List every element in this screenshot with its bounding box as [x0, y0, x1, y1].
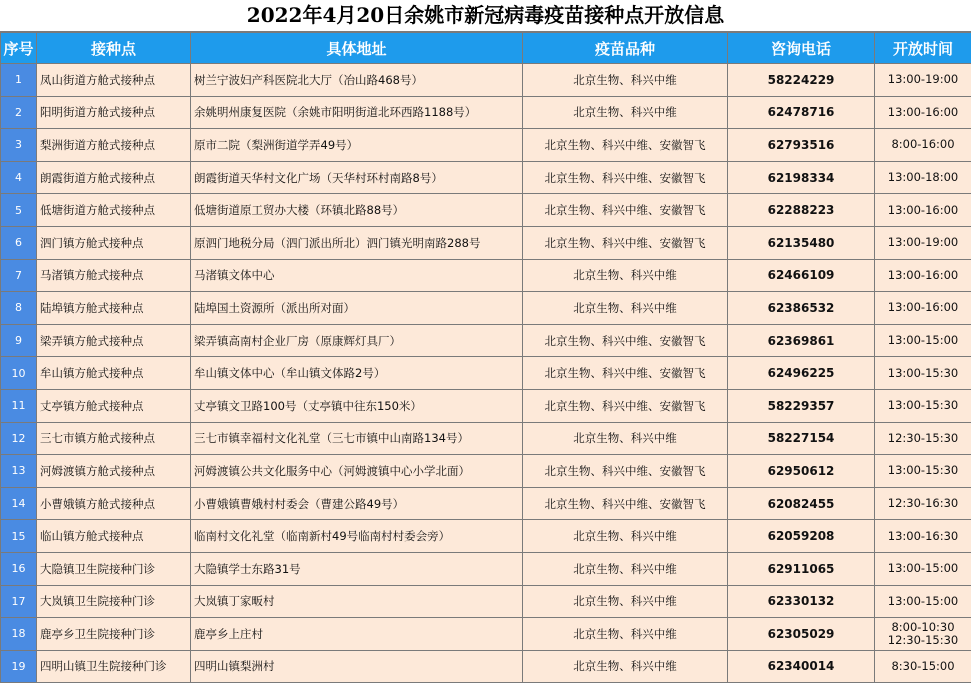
cell-address: 丈亭镇文卫路100号（丈亭镇中往东150米） — [191, 389, 523, 422]
cell-address: 临南村文化礼堂（临南新村49号临南村村委会旁） — [191, 520, 523, 553]
cell-no: 4 — [1, 161, 37, 194]
cell-hours: 13:00-15:30 — [875, 455, 971, 488]
cell-no: 11 — [1, 389, 37, 422]
cell-phone: 62793516 — [728, 129, 875, 162]
cell-hours: 13:00-18:00 — [875, 161, 971, 194]
header-hours: 开放时间 — [875, 33, 971, 64]
table-row — [1, 389, 971, 422]
cell-hours: 13:00-15:00 — [875, 324, 971, 357]
cell-no: 9 — [1, 324, 37, 357]
cell-address: 河姆渡镇公共文化服务中心（河姆渡镇中心小学北面） — [191, 455, 523, 488]
cell-hours: 13:00-16:00 — [875, 194, 971, 227]
cell-site: 丈亭镇方舱式接种点 — [37, 389, 191, 422]
cell-site: 四明山镇卫生院接种门诊 — [37, 650, 191, 683]
cell-vaccine: 北京生物、科兴中维、安徽智飞 — [523, 161, 728, 194]
cell-vaccine: 北京生物、科兴中维、安徽智飞 — [523, 324, 728, 357]
cell-vaccine: 北京生物、科兴中维 — [523, 422, 728, 455]
cell-vaccine: 北京生物、科兴中维、安徽智飞 — [523, 194, 728, 227]
table-row — [1, 194, 971, 227]
cell-site: 陆埠镇方舱式接种点 — [37, 292, 191, 325]
cell-site: 凤山街道方舱式接种点 — [37, 64, 191, 97]
cell-no: 13 — [1, 455, 37, 488]
cell-vaccine: 北京生物、科兴中维 — [523, 64, 728, 97]
table-row — [1, 618, 971, 651]
cell-address: 大岚镇丁家畈村 — [191, 585, 523, 618]
cell-site: 小曹娥镇方舱式接种点 — [37, 487, 191, 520]
cell-vaccine: 北京生物、科兴中维 — [523, 585, 728, 618]
cell-vaccine: 北京生物、科兴中维、安徽智飞 — [523, 226, 728, 259]
table-row — [1, 96, 971, 129]
table-body — [1, 64, 971, 683]
cell-phone: 62059208 — [728, 520, 875, 553]
table-row — [1, 226, 971, 259]
table-header-row — [1, 33, 971, 64]
cell-site: 阳明街道方舱式接种点 — [37, 96, 191, 129]
cell-site: 梁弄镇方舱式接种点 — [37, 324, 191, 357]
cell-phone: 62288223 — [728, 194, 875, 227]
cell-phone: 62466109 — [728, 259, 875, 292]
header-address: 具体地址 — [191, 33, 523, 64]
cell-address: 大隐镇学士东路31号 — [191, 552, 523, 585]
cell-address: 树兰宁波妇产科医院北大厅（冶山路468号） — [191, 64, 523, 97]
cell-no: 3 — [1, 129, 37, 162]
cell-address: 牟山镇文体中心（牟山镇文体路2号） — [191, 357, 523, 390]
table-row — [1, 650, 971, 683]
cell-hours: 8:00-16:00 — [875, 129, 971, 162]
cell-phone: 58227154 — [728, 422, 875, 455]
cell-site: 牟山镇方舱式接种点 — [37, 357, 191, 390]
cell-vaccine: 北京生物、科兴中维 — [523, 618, 728, 651]
cell-phone: 62950612 — [728, 455, 875, 488]
vaccination-sites-table — [0, 32, 971, 683]
cell-phone: 62082455 — [728, 487, 875, 520]
cell-no: 16 — [1, 552, 37, 585]
cell-site: 朗霞街道方舱式接种点 — [37, 161, 191, 194]
cell-site: 临山镇方舱式接种点 — [37, 520, 191, 553]
cell-site: 马渚镇方舱式接种点 — [37, 259, 191, 292]
cell-phone: 62478716 — [728, 96, 875, 129]
table-row — [1, 520, 971, 553]
table-row — [1, 259, 971, 292]
table-row — [1, 455, 971, 488]
header-vaccine: 疫苗品种 — [523, 33, 728, 64]
cell-phone: 58224229 — [728, 64, 875, 97]
cell-hours: 12:30-15:30 — [875, 422, 971, 455]
cell-no: 17 — [1, 585, 37, 618]
cell-address: 梁弄镇高南村企业厂房（原康辉灯具厂） — [191, 324, 523, 357]
cell-site: 三七市镇方舱式接种点 — [37, 422, 191, 455]
table-row — [1, 487, 971, 520]
table-row — [1, 64, 971, 97]
cell-no: 15 — [1, 520, 37, 553]
cell-address: 低塘街道原工贸办大楼（环镇北路88号） — [191, 194, 523, 227]
cell-address: 马渚镇文体中心 — [191, 259, 523, 292]
table-row — [1, 552, 971, 585]
cell-address: 鹿亭乡上庄村 — [191, 618, 523, 651]
cell-vaccine: 北京生物、科兴中维 — [523, 650, 728, 683]
cell-vaccine: 北京生物、科兴中维 — [523, 96, 728, 129]
cell-no: 7 — [1, 259, 37, 292]
cell-address: 朗霞街道天华村文化广场（天华村环村南路8号） — [191, 161, 523, 194]
cell-no: 5 — [1, 194, 37, 227]
cell-site: 梨洲街道方舱式接种点 — [37, 129, 191, 162]
cell-phone: 62330132 — [728, 585, 875, 618]
cell-site: 泗门镇方舱式接种点 — [37, 226, 191, 259]
cell-no: 10 — [1, 357, 37, 390]
table-row — [1, 161, 971, 194]
cell-no: 12 — [1, 422, 37, 455]
cell-vaccine: 北京生物、科兴中维、安徽智飞 — [523, 455, 728, 488]
table-row — [1, 292, 971, 325]
cell-vaccine: 北京生物、科兴中维 — [523, 259, 728, 292]
cell-hours: 13:00-15:30 — [875, 389, 971, 422]
header-site: 接种点 — [37, 33, 191, 64]
cell-hours: 13:00-15:00 — [875, 585, 971, 618]
cell-phone: 62911065 — [728, 552, 875, 585]
cell-no: 8 — [1, 292, 37, 325]
page-title: 2022年4月20日余姚市新冠病毒疫苗接种点开放信息 — [0, 0, 971, 32]
cell-hours: 13:00-16:00 — [875, 96, 971, 129]
cell-hours: 13:00-19:00 — [875, 226, 971, 259]
cell-no: 18 — [1, 618, 37, 651]
cell-no: 1 — [1, 64, 37, 97]
cell-hours: 12:30-16:30 — [875, 487, 971, 520]
cell-no: 19 — [1, 650, 37, 683]
cell-address: 原市二院（梨洲街道学弄49号） — [191, 129, 523, 162]
cell-phone: 62305029 — [728, 618, 875, 651]
cell-phone: 62198334 — [728, 161, 875, 194]
cell-hours: 13:00-16:00 — [875, 259, 971, 292]
cell-vaccine: 北京生物、科兴中维 — [523, 292, 728, 325]
cell-address: 陆埠国土资源所（派出所对面） — [191, 292, 523, 325]
table-row — [1, 357, 971, 390]
cell-hours: 13:00-15:30 — [875, 357, 971, 390]
cell-hours: 13:00-19:00 — [875, 64, 971, 97]
cell-site: 河姆渡镇方舱式接种点 — [37, 455, 191, 488]
cell-address: 四明山镇梨洲村 — [191, 650, 523, 683]
cell-phone: 62135480 — [728, 226, 875, 259]
cell-hours: 13:00-16:00 — [875, 292, 971, 325]
cell-vaccine: 北京生物、科兴中维、安徽智飞 — [523, 487, 728, 520]
table-row — [1, 324, 971, 357]
table-row — [1, 129, 971, 162]
cell-phone: 62369861 — [728, 324, 875, 357]
cell-site: 鹿亭乡卫生院接种门诊 — [37, 618, 191, 651]
header-no: 序号 — [1, 33, 37, 64]
cell-address: 三七市镇幸福村文化礼堂（三七市镇中山南路134号） — [191, 422, 523, 455]
cell-hours: 13:00-15:00 — [875, 552, 971, 585]
cell-site: 低塘街道方舱式接种点 — [37, 194, 191, 227]
cell-site: 大隐镇卫生院接种门诊 — [37, 552, 191, 585]
cell-phone: 62386532 — [728, 292, 875, 325]
table-row — [1, 422, 971, 455]
cell-address: 原泗门地税分局（泗门派出所北）泗门镇光明南路288号 — [191, 226, 523, 259]
cell-no: 14 — [1, 487, 37, 520]
header-phone: 咨询电话 — [728, 33, 875, 64]
cell-phone: 58229357 — [728, 389, 875, 422]
cell-vaccine: 北京生物、科兴中维 — [523, 552, 728, 585]
cell-no: 2 — [1, 96, 37, 129]
cell-hours: 8:30-15:00 — [875, 650, 971, 683]
cell-hours: 8:00-10:30 12:30-15:30 — [875, 618, 971, 651]
cell-vaccine: 北京生物、科兴中维、安徽智飞 — [523, 357, 728, 390]
cell-vaccine: 北京生物、科兴中维、安徽智飞 — [523, 389, 728, 422]
cell-no: 6 — [1, 226, 37, 259]
cell-hours: 13:00-16:30 — [875, 520, 971, 553]
cell-vaccine: 北京生物、科兴中维 — [523, 520, 728, 553]
cell-address: 小曹娥镇曹娥村村委会（曹建公路49号） — [191, 487, 523, 520]
cell-vaccine: 北京生物、科兴中维、安徽智飞 — [523, 129, 728, 162]
cell-site: 大岚镇卫生院接种门诊 — [37, 585, 191, 618]
cell-phone: 62340014 — [728, 650, 875, 683]
cell-phone: 62496225 — [728, 357, 875, 390]
table-row — [1, 585, 971, 618]
cell-address: 余姚明州康复医院（余姚市阳明街道北环西路1188号） — [191, 96, 523, 129]
